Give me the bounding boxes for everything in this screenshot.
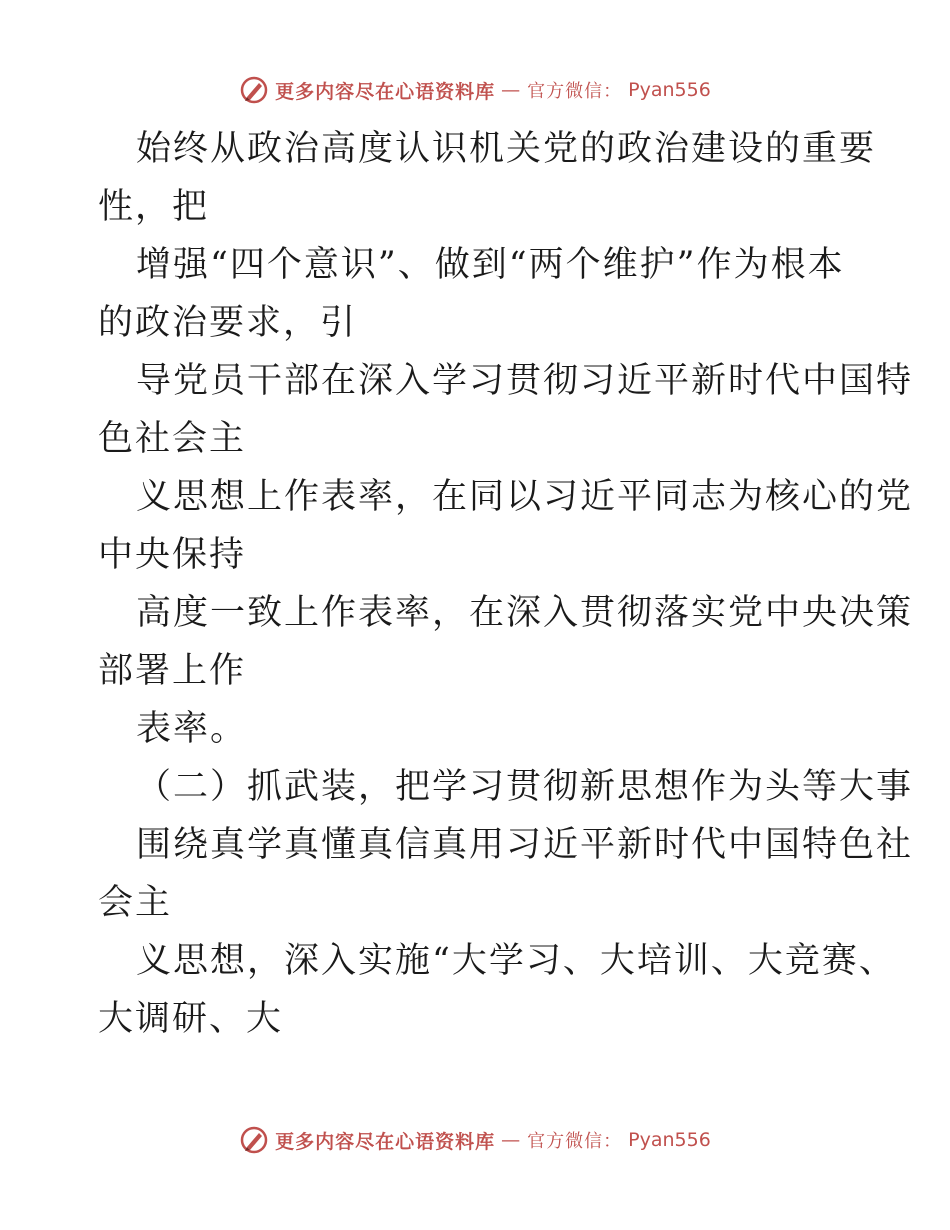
text-line: 高度一致上作表率，在深入贯彻落实党中央决策	[136, 593, 914, 633]
watermark-brand: 更多内容尽在心语资料库	[275, 80, 496, 103]
watermark-wechat-id: Pyan556	[628, 79, 711, 101]
watermark-wechat-label: 官方微信：	[527, 1131, 623, 1152]
text-line: （二）抓武装，把学习贯彻新思想作为头等大事	[136, 767, 914, 807]
text-line: 导党员干部在深入学习贯彻习近平新时代中国特	[136, 361, 914, 401]
text-line: 色社会主	[98, 419, 247, 459]
text-line: 的政治要求，引	[98, 303, 358, 343]
text-line: 部署上作	[98, 651, 247, 691]
watermark-dash: —	[501, 79, 522, 101]
text-line: 性，把	[98, 187, 210, 227]
watermark-wechat-label: 官方微信：	[527, 81, 623, 102]
watermark-dash: —	[501, 1129, 522, 1151]
text-line: 中央保持	[98, 535, 247, 575]
text-line: 始终从政治高度认识机关党的政治建设的重要	[136, 129, 877, 169]
text-line: 增强“四个意识”、做到“两个维护”作为根本	[136, 245, 845, 285]
header-watermark	[0, 70, 950, 110]
text-line: 义思想上作表率，在同以习近平同志为核心的党	[136, 477, 914, 517]
text-line: 表率。	[136, 709, 248, 749]
pen-logo-icon	[239, 1125, 269, 1155]
text-line: 围绕真学真懂真信真用习近平新时代中国特色社	[136, 825, 914, 865]
pen-logo-icon	[239, 75, 269, 105]
text-line: 义思想，深入实施“大学习、大培训、大竞赛、	[136, 941, 896, 981]
text-line: 会主	[98, 883, 173, 923]
footer-watermark	[0, 1120, 950, 1160]
watermark-wechat-id: Pyan556	[628, 1129, 711, 1151]
document-body	[98, 120, 914, 1048]
watermark-brand: 更多内容尽在心语资料库	[275, 1130, 496, 1153]
text-line: 大调研、大	[98, 999, 284, 1039]
